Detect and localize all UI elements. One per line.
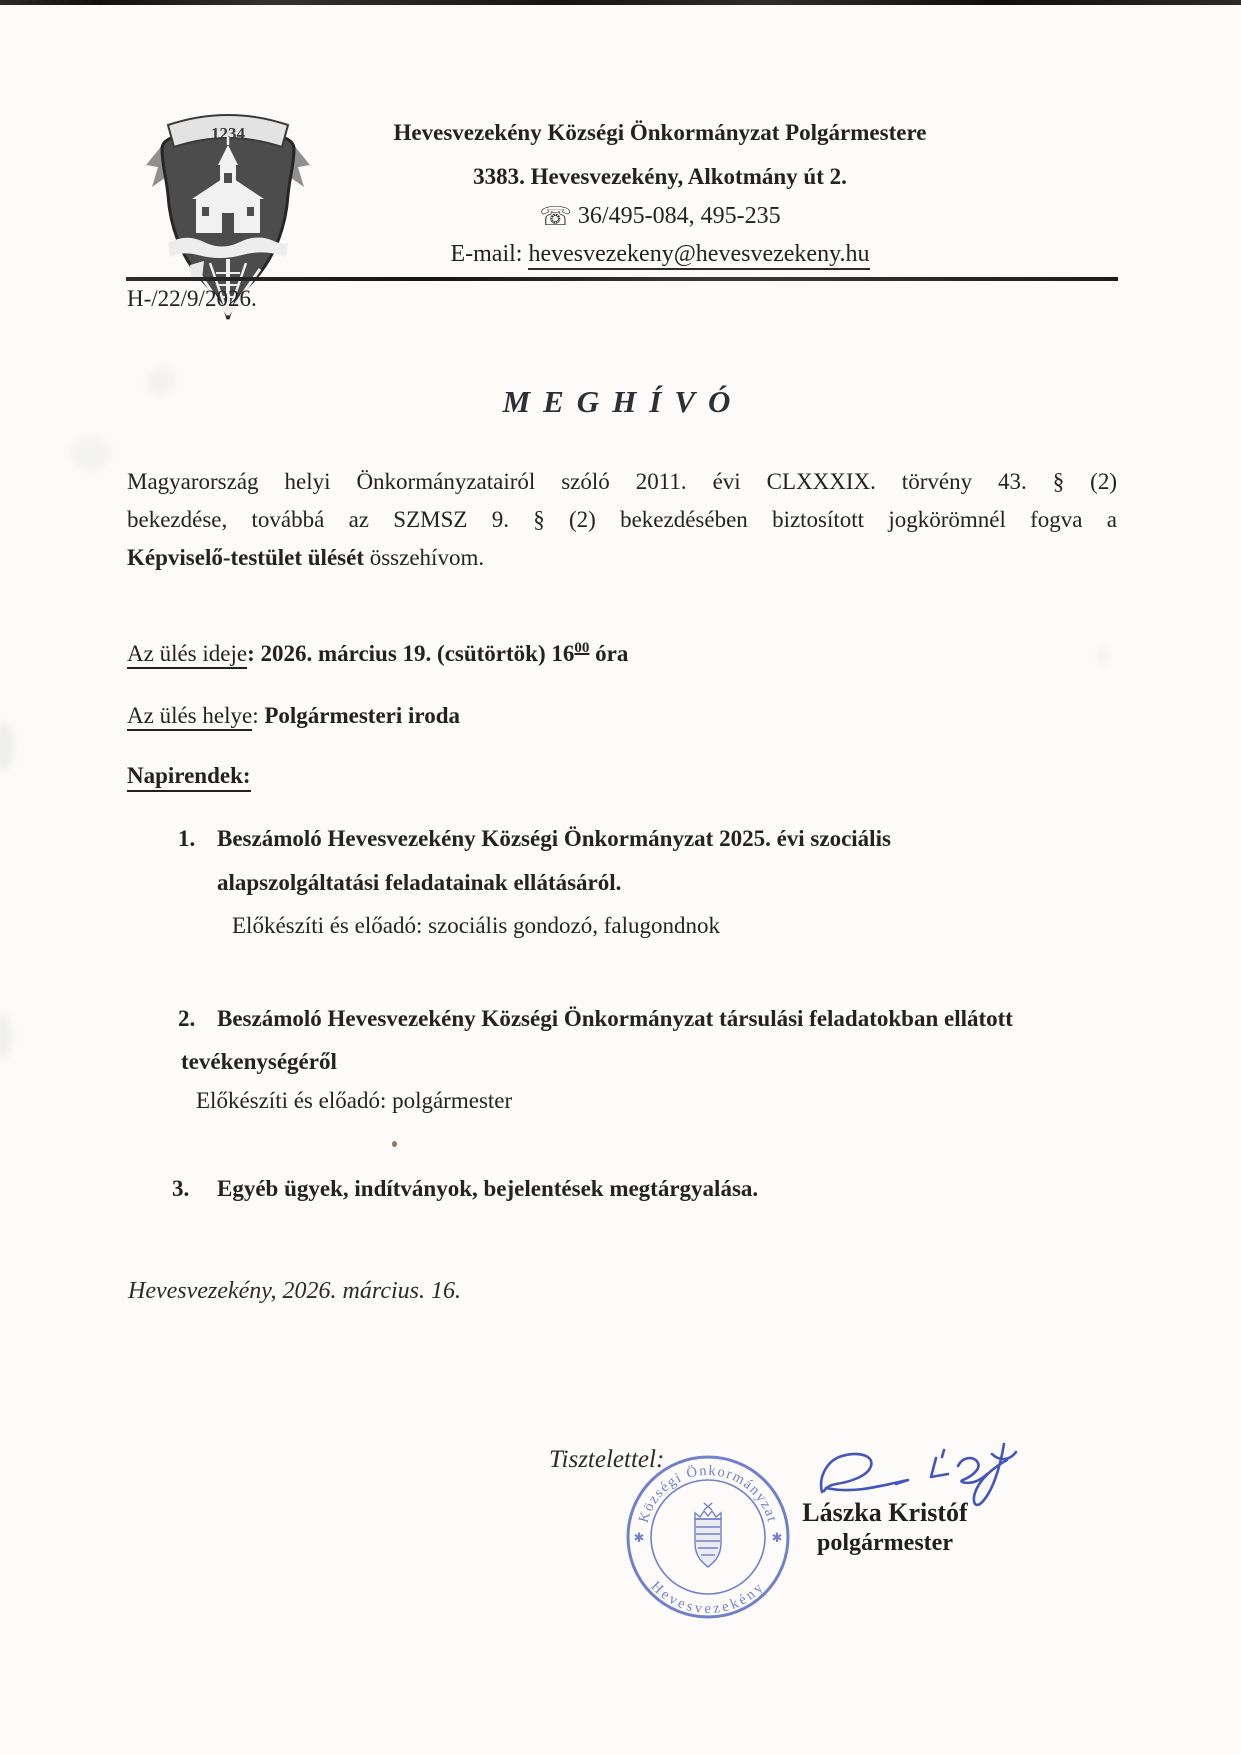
dateline: Hevesvezekény, 2026. március. 16. — [128, 1278, 461, 1304]
agenda-1-presenter: Előkészíti és előadó: szociális gondozó, falugondnok — [232, 913, 720, 938]
agenda-heading: Napirendek: — [127, 763, 251, 792]
meeting-place-value: Polgármesteri iroda — [264, 703, 460, 728]
crest-year-text: 1234 — [211, 124, 245, 143]
intro-bold-phrase: Képviselő-testület ülését — [127, 545, 364, 570]
intro-line-2: bekezdése, továbbá az SZMSZ 9. § (2) bekezdésében biztosított jogkörömnél fogva a — [127, 507, 1117, 532]
agenda-1-title-line2: alapszolgáltatási feladatainak ellátásáról. — [217, 870, 622, 895]
stamp-coat-of-arms — [695, 1503, 721, 1567]
signatory-name: Lászka Kristóf — [802, 1498, 968, 1527]
org-phone-line — [280, 202, 1040, 232]
scan-smudge — [0, 722, 14, 770]
telephone-icon: ☏ — [539, 202, 572, 231]
meeting-time-line — [127, 641, 628, 667]
agenda-1-number: 1. — [178, 826, 196, 851]
colon: : — [252, 703, 265, 728]
email-address: hevesvezekeny@hevesvezekeny.hu — [528, 241, 869, 270]
email-label: E-mail: — [450, 241, 529, 267]
meeting-place-label: Az ülés helye — [127, 703, 252, 731]
intro-paragraph — [127, 463, 1117, 577]
intro-rest: összehívom. — [363, 545, 485, 570]
ink-speck — [392, 1141, 397, 1147]
header-divider — [126, 277, 1118, 281]
scan-edge-artifact — [0, 0, 1241, 5]
agenda-3-title-line1: Egyéb ügyek, indítványok, bejelentések megtárgyalása. — [217, 1176, 759, 1201]
document-title: MEGHÍVÓ — [502, 384, 744, 419]
stamp-bottom-text: Hevesvezekény — [647, 1578, 769, 1618]
signatory-block — [752, 1497, 1018, 1559]
meeting-time-unit: óra — [589, 641, 629, 666]
closing-salutation: Tisztelettel: — [549, 1446, 665, 1473]
agenda-1-title-line1: Beszámoló Hevesvezekény Községi Önkormányzat 2025. évi szociális — [217, 826, 891, 851]
intro-line-3 — [127, 539, 1117, 577]
agenda-2-number: 2. — [178, 1006, 196, 1031]
scan-smudge — [1098, 645, 1107, 667]
agenda-2-title-line2: tevékenységéről — [181, 1049, 337, 1074]
agenda-3-number: 3. — [172, 1176, 190, 1201]
org-email-line — [280, 241, 1040, 268]
scan-smudge — [70, 437, 112, 471]
meeting-time-superscript: 00 — [574, 640, 590, 656]
stamp-star-right: ✱ — [771, 1530, 783, 1545]
colon: : — [247, 641, 261, 666]
intro-line-1: Magyarország helyi Önkormányzatairól szóló 2011. évi CLXXXIX. törvény 43. § (2) — [127, 469, 1117, 494]
signatory-role: polgármester — [817, 1530, 953, 1556]
agenda-2-title-line1: Beszámoló Hevesvezekény Községi Önkormányzat társulási feladatokban ellátott — [217, 1006, 1013, 1031]
agenda-2-presenter: Előkészíti és előadó: polgármester — [196, 1088, 513, 1113]
meeting-time-label: Az ülés ideje — [127, 641, 247, 669]
reference-number: H-/22/9/2026. — [127, 286, 257, 311]
org-name: Hevesvezekény Községi Önkormányzat Polgármestere — [393, 120, 927, 145]
org-address: 3383. Hevesvezekény, Alkotmány út 2. — [473, 164, 847, 189]
scan-smudge — [0, 1014, 12, 1058]
stamp-star-left: ✱ — [633, 1530, 645, 1545]
meeting-place-line — [127, 703, 460, 729]
meeting-time-value: 2026. március 19. (csütörtök) 16 — [260, 641, 575, 666]
phone-numbers: 36/495-084, 495-235 — [577, 203, 781, 229]
stamp-top-text: Községi Önkormányzat — [635, 1462, 781, 1525]
